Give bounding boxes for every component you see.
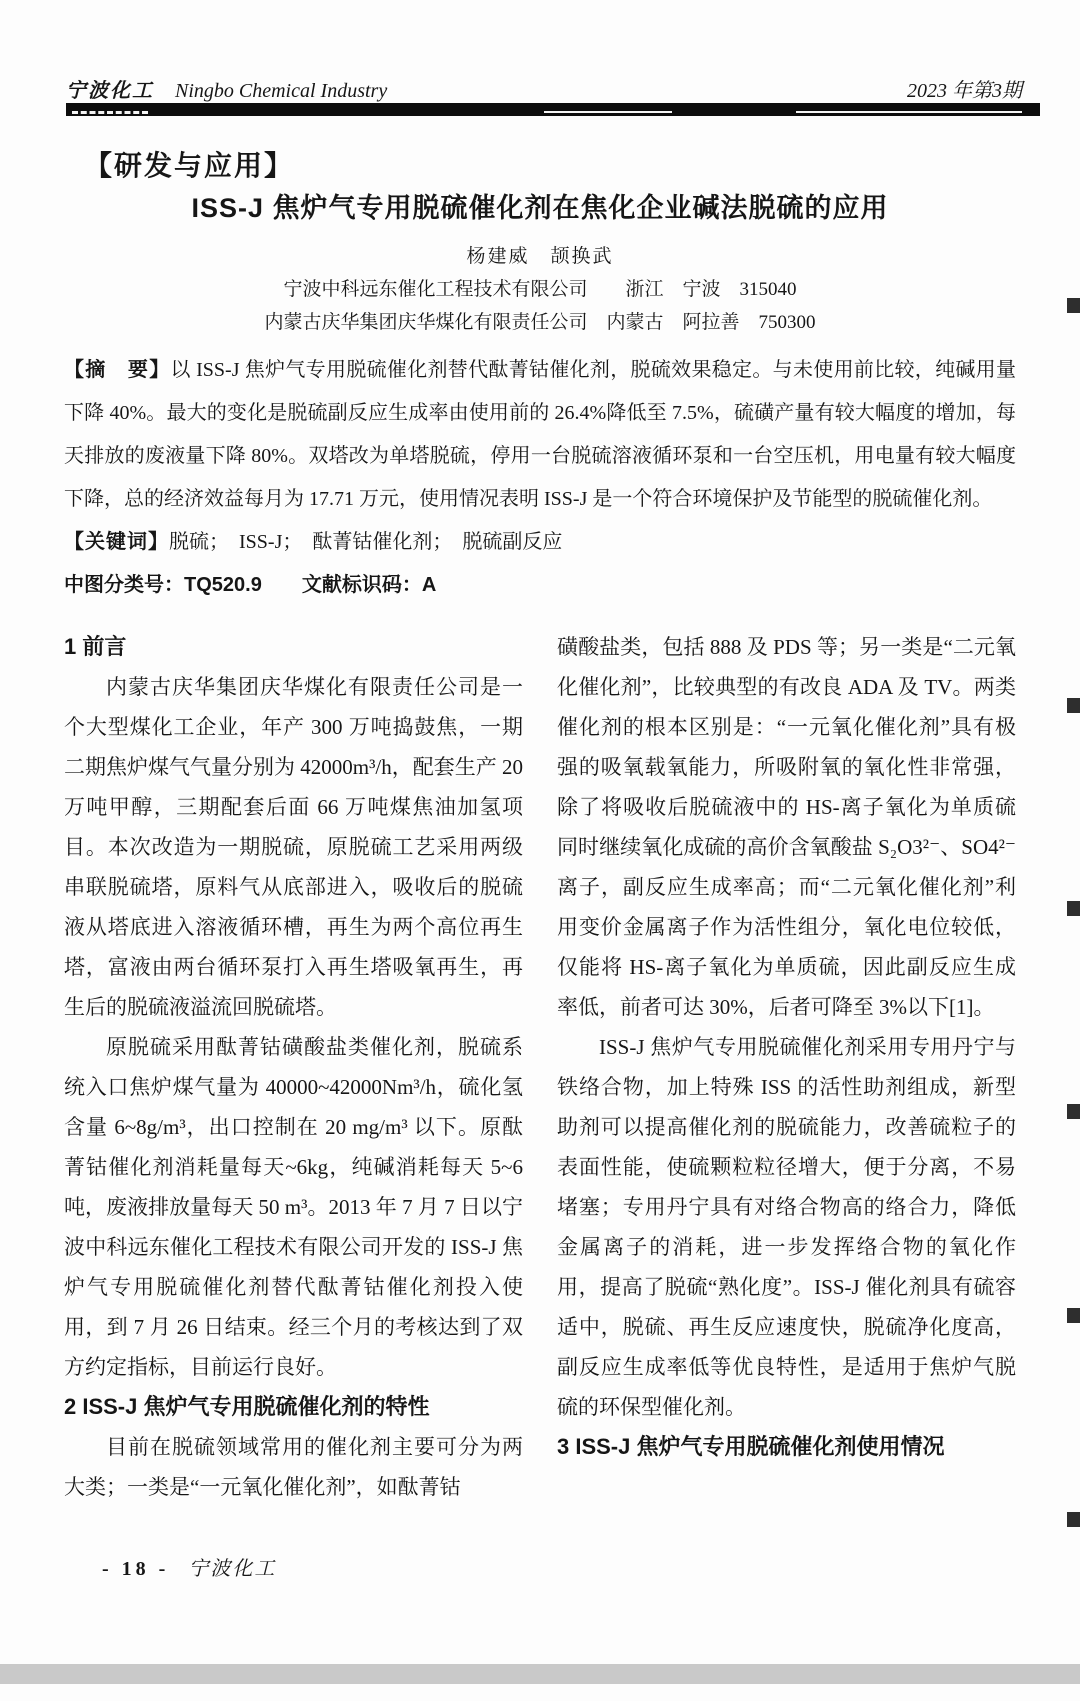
left-column — [64, 627, 523, 1507]
scan-artifact-mark — [1067, 1512, 1080, 1527]
header-rule — [66, 103, 1040, 116]
article-body — [64, 349, 1016, 1507]
journal-name-en: Ningbo Chemical Industry — [175, 80, 388, 102]
keywords-label: 【关键词】 — [64, 531, 169, 553]
abstract-label: 【摘 要】 — [64, 359, 171, 381]
affiliation-1: 宁波中科远东催化工程技术有限公司 浙江 宁波 315040 — [283, 279, 797, 300]
keywords-block — [64, 521, 1016, 564]
scan-artifact-dashes — [72, 111, 148, 114]
scan-artifact-mark — [1067, 298, 1080, 313]
section-heading-1: 1 前言 — [64, 634, 127, 659]
issue-label: 2023 年第3期 — [907, 80, 1022, 102]
classification-line: 中图分类号：TQ520.9 文献标识码：A — [64, 574, 437, 596]
scan-artifact-band — [0, 1664, 1080, 1684]
right-column — [557, 627, 1016, 1507]
page-header — [66, 74, 1022, 103]
scan-artifact-mark — [1067, 901, 1080, 916]
abstract-block — [64, 349, 1016, 521]
authors-line: 杨建威 颉换武 — [466, 246, 614, 267]
scan-artifact-mark — [1067, 1104, 1080, 1119]
paragraph-intro-2: 原脱硫采用酞菁钴磺酸盐类催化剂，脱硫系统入口焦炉煤气量为 40000~42000Nm³/h，硫化氢含量 6~8g/m³，出口控制在 20 mg/m³ 以下。原酞菁钴催化剂消耗量每天~6kg，纯碱消耗每天 5~6 吨，废液排放量每天 50 m³。2013 年 7 月 7 日以宁波中科远东催化工程技术有限公司开发的 ISS-J 焦炉气专用脱硫催化剂替代酞菁钴催化剂投入使用，到 7 月 26 日结束。经三个月的考核达到了双方约定指标，目前运行良好。 — [64, 1035, 523, 1379]
journal-name — [66, 74, 387, 103]
journal-name-cn: 宁波化工 — [66, 80, 154, 102]
paragraph-intro-1: 内蒙古庆华集团庆华煤化有限责任公司是一个大型煤化工企业，年产 300 万吨捣鼓焦，一期二期焦炉煤气气量分别为 42000m³/h，配套生产 20 万吨甲醇，三期配套后面 66 万吨煤焦油加氢项目。本次改造为一期脱硫，原脱硫工艺采用两级串联脱硫塔，原料气从底部进入，吸收后的脱硫液从塔底进入溶液循环槽，再生为两个高位再生塔，富液由两台循环泵打入再生塔吸氧再生，再生后的脱硫液溢流回脱硫塔。 — [64, 675, 523, 1019]
page-footer — [102, 1552, 276, 1581]
paragraph-iss-j-features: ISS-J 焦炉气专用脱硫催化剂采用专用丹宁与铁络合物，加上特殊 ISS 的活性助剂组成，新型助剂可以提高催化剂的脱硫能力，改善硫粒子的表面性能，使硫颗粒粒径增大，便于分离，不易堵塞；专用丹宁具有对络合物高的络合力，降低金属离子的消耗，进一步发挥络合物的氧化作用，提高了脱硫“熟化度”。ISS-J 催化剂具有硫容适中，脱硫、再生反应速度快，脱硫净化度高，副反应生成率低等优良特性，是适用于焦炉气脱硫的环保型催化剂。 — [557, 1035, 1016, 1419]
keywords-text: 脱硫； ISS-J； 酞菁钴催化剂； 脱硫副反应 — [169, 531, 563, 553]
two-column-body — [64, 627, 1016, 1507]
scan-artifact-line — [796, 111, 1022, 113]
footer-journal-name: 宁波化工 — [188, 1558, 277, 1580]
scan-artifact-line — [544, 111, 672, 113]
scan-artifact-mark — [1067, 698, 1080, 713]
affiliation-2: 内蒙古庆华集团庆华煤化有限责任公司 内蒙古 阿拉善 750300 — [264, 312, 816, 333]
abstract-text: 以 ISS-J 焦炉气专用脱硫催化剂替代酞菁钴催化剂，脱硫效果稳定。与未使用前比较，纯碱用量下降 40%。最大的变化是脱硫副反应生成率由使用前的 26.4%降低至 7.5%，硫磺产量有较大幅度的增加，每天排放的废液量下降 80%。双塔改为单塔脱硫，停用一台脱硫溶液循环泵和一台空压机，用电量有较大幅度下降，总的经济效益每月为 17.71 万元，使用情况表明 ISS-J 是一个符合环境保护及节能型的脱硫催化剂。 — [64, 359, 1016, 510]
section-heading-2: 2 ISS-J 焦炉气专用脱硫催化剂的特性 — [64, 1394, 430, 1419]
article-title: ISS-J 焦炉气专用脱硫催化剂在焦化企业碱法脱硫的应用 — [191, 193, 889, 223]
paragraph-catalyst-types-cont: 磺酸盐类，包括 888 及 PDS 等；另一类是“二元氧化催化剂”，比较典型的有改良 ADA 及 TV。两类催化剂的根本区别是：“一元氧化催化剂”具有极强的吸氧载氧能力，所吸附氧的氧化性非常强，除了将吸收后脱硫液中的 HS-离子氧化为单质硫同时继续氧化成硫的高价含氧酸盐 S₂O3²⁻、SO4²⁻离子，副反应生成率高；而“二元氧化催化剂”利用变价金属离子作为活性组分，氧化电位较低，仅能将 HS-离子氧化为单质硫，因此副反应生成率低，前者可达 30%，后者可降至 3%以下[1]。 — [557, 635, 1016, 1019]
column-section-label: 【研发与应用】 — [84, 150, 295, 181]
page-number: - 18 - — [102, 1558, 170, 1580]
scan-artifact-mark — [1067, 1308, 1080, 1323]
section-heading-3: 3 ISS-J 焦炉气专用脱硫催化剂使用情况 — [557, 1434, 945, 1459]
paragraph-catalyst-types: 目前在脱硫领域常用的催化剂主要可分为两大类；一类是“一元氧化催化剂”，如酞菁钴 — [64, 1435, 523, 1499]
